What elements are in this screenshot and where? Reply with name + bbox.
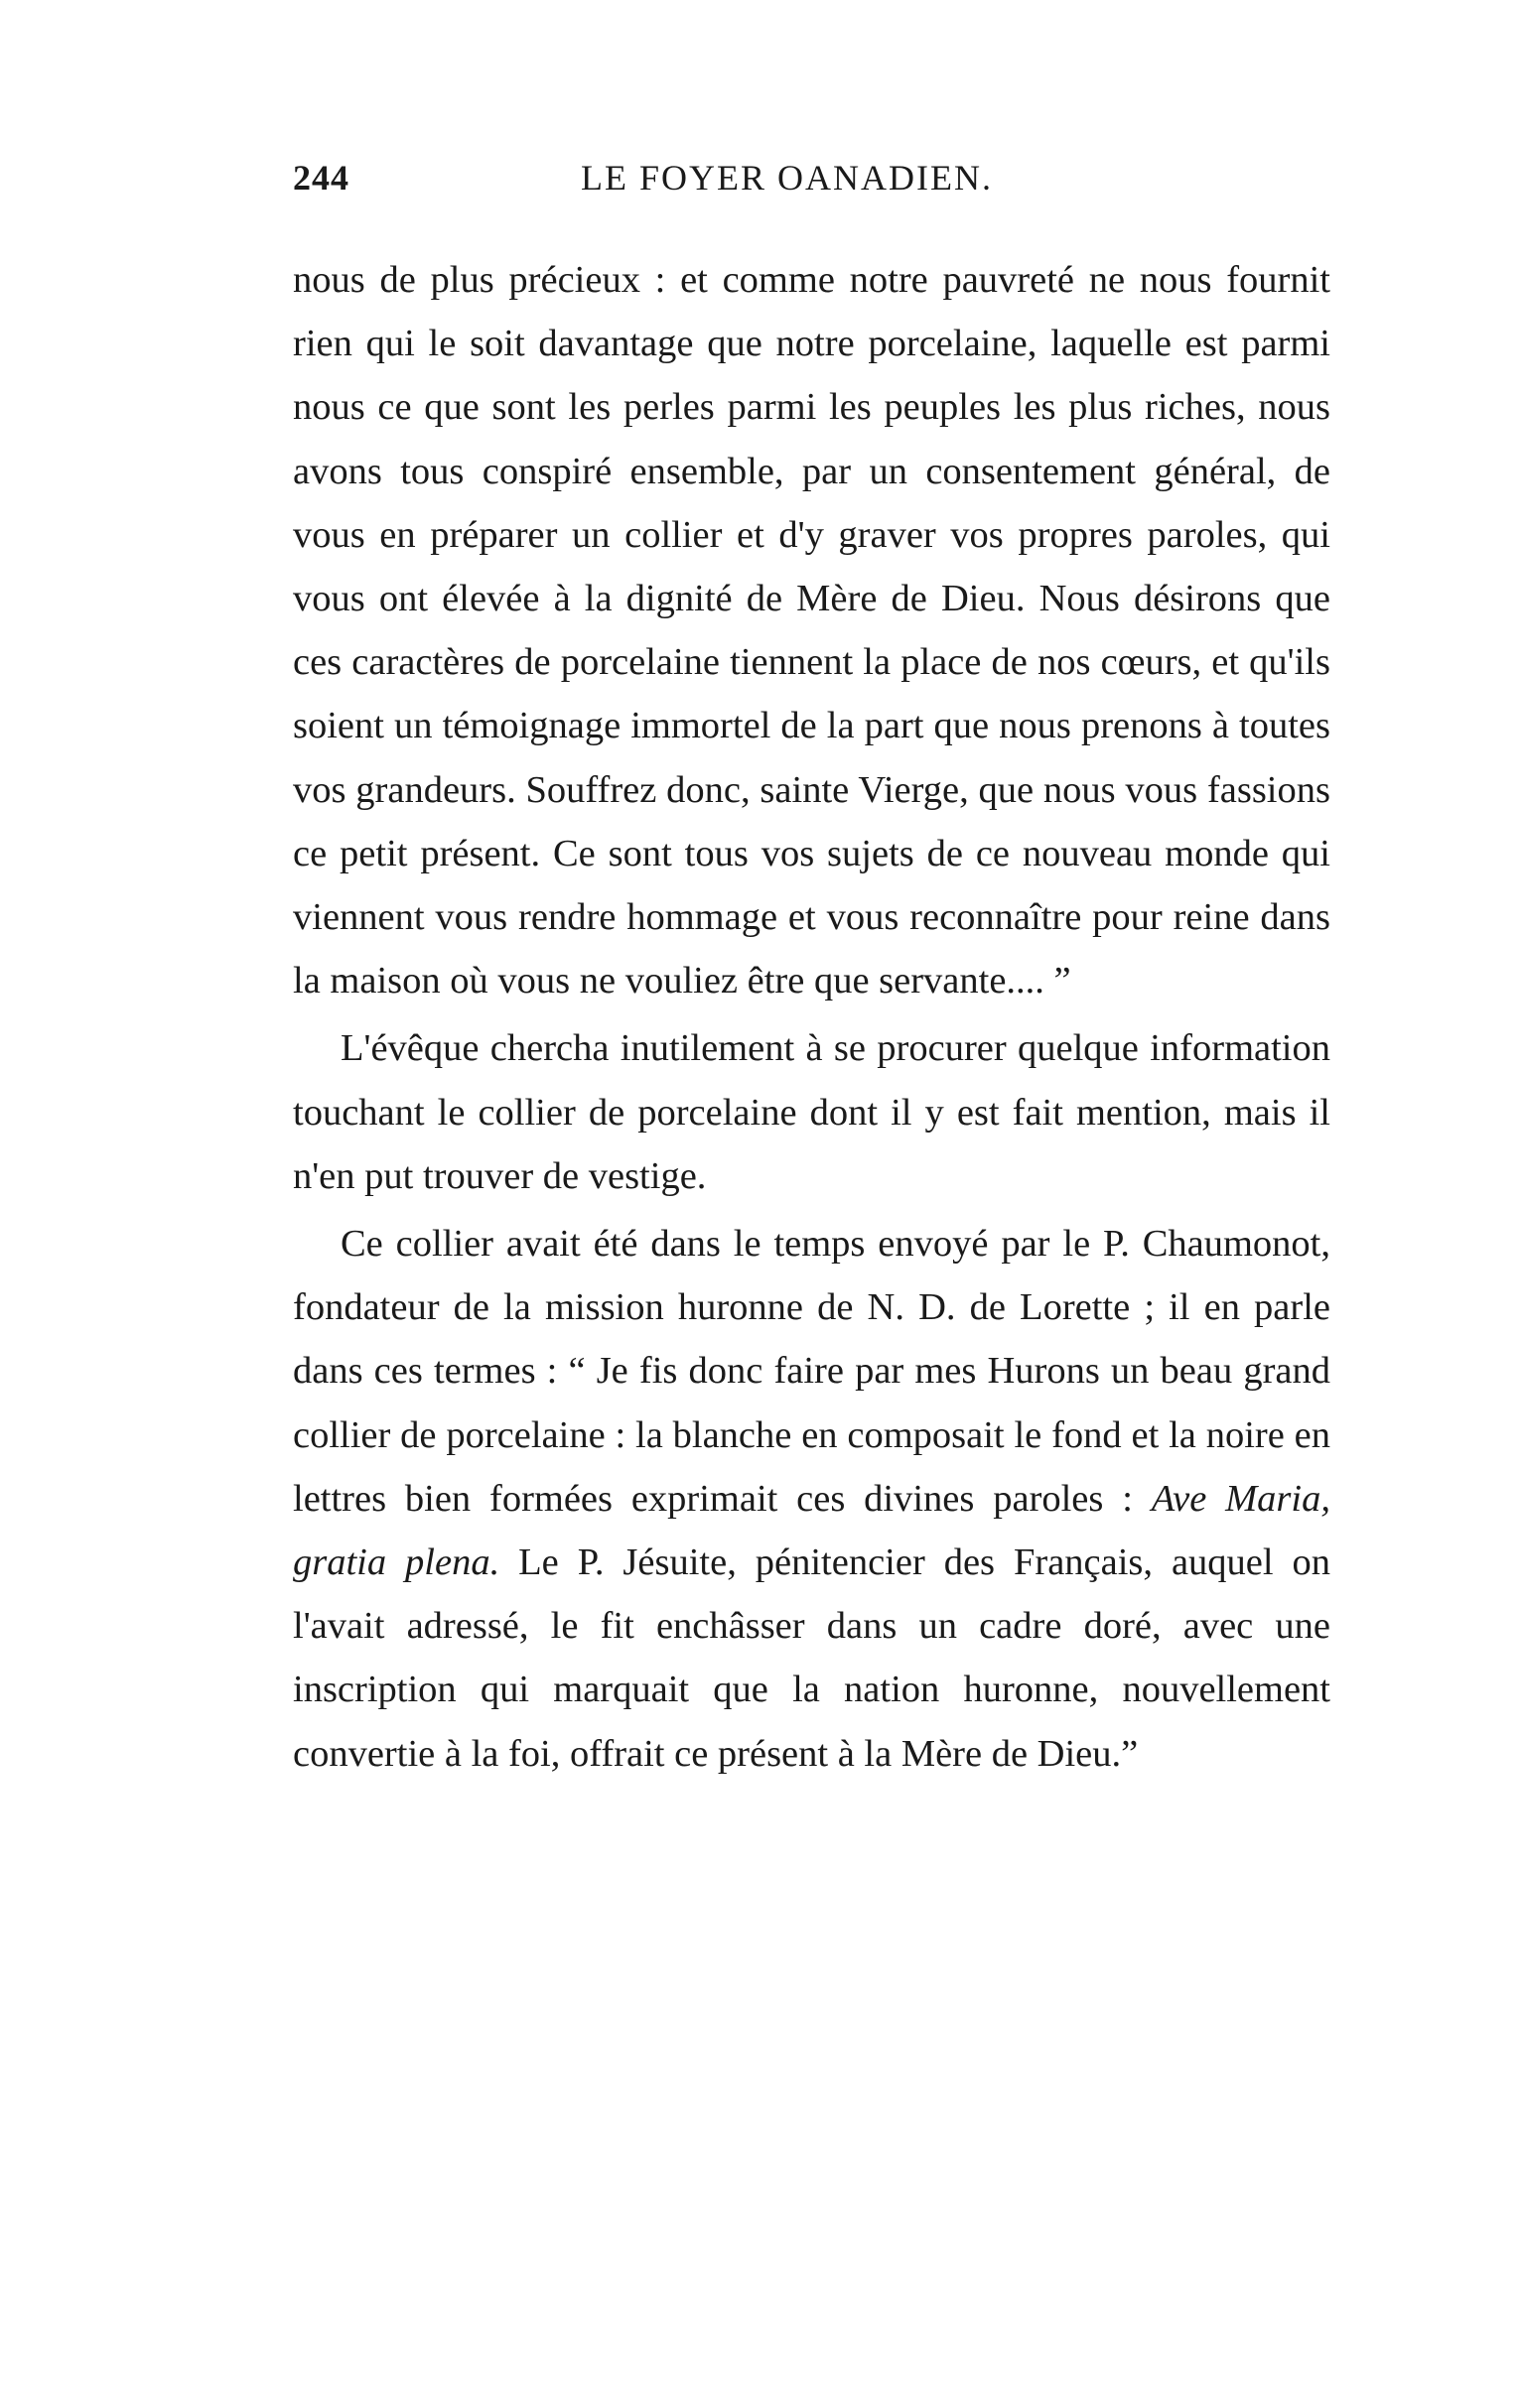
- running-title: LE FOYER OANADIEN.: [581, 158, 993, 198]
- latin-quotation: Ave Maria, gratia plena.: [293, 1477, 1330, 1584]
- paragraph: [293, 1212, 1330, 1786]
- paragraph: L'évêque chercha inutilement à se procurer quelque information touchant le collier de porcelaine dont il y est fait mention, mais il n'en put trouver de vestige.: [293, 1027, 1330, 1197]
- paragraph-text: Ce collier avait été dans le temps envoyé par le P. Chaumonot, fondateur de la mission huronne de N. D. de Lorette ; il en parle dans ces termes : “ Je fis donc faire par mes Hurons un beau grand collier de porcelaine : la blanche en composait le fond et la noire en lettres bien formées exprimait ces divines paroles :: [293, 1223, 1330, 1520]
- body-text: [293, 248, 1330, 1786]
- paragraph-continued: nous de plus précieux : et comme notre pauvreté ne nous fournit rien qui le soit davantage que notre porcelaine, laquelle est parmi nous ce que sont les perles parmi les peuples les plus riches, nous avons tous conspiré ensemble, par un consentement général, de vous en préparer un collier et d'y graver vos propres paroles, qui vous ont élevée à la dignité de Mère de Dieu. Nous désirons que ces caractères de porcelaine tiennent la place de nos cœurs, et qu'ils soient un témoignage immortel de la part que nous prenons à toutes vos grandeurs. Souffrez donc, sainte Vierge, que nous vous fassions ce petit présent. Ce sont tous vos sujets de ce nouveau monde qui viennent vous rendre hommage et vous reconnaître pour reine dans la maison où vous ne vouliez être que servante.... ”: [293, 259, 1330, 1003]
- page-number: 244: [293, 158, 349, 198]
- paragraph-text: Le P. Jésuite, pénitencier des Français, auquel on l'avait adressé, le fit enchâsser dans un cadre doré, avec une inscription qui marquait que la nation huronne, nouvellement convertie à la foi, offrait ce présent à la Mère de Dieu.”: [293, 1541, 1330, 1775]
- running-header: [293, 157, 1047, 206]
